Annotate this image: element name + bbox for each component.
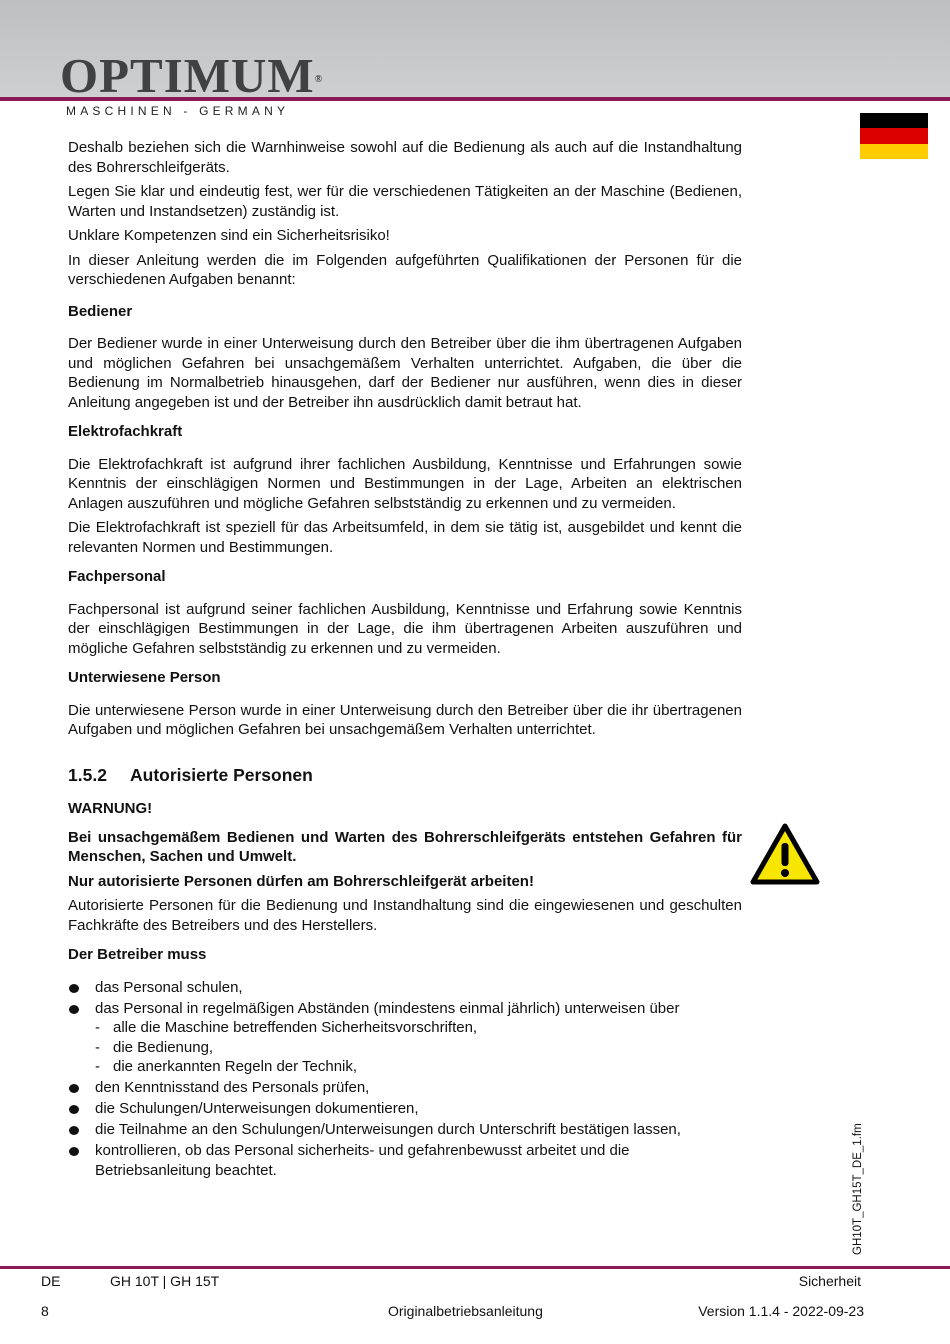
footer-chapter: Sicherheit <box>798 1273 861 1289</box>
footer-version: Version 1.1.4 - 2022-09-23 <box>698 1303 864 1319</box>
sub-list-item: - die anerkannten Regeln der Technik, <box>95 1057 742 1077</box>
list-item: die Schulungen/Unterweisungen dokumentieren, <box>68 1099 742 1119</box>
list-item: kontrollieren, ob das Personal sicherheits- und gefahrenbewusst arbeitet und die Betriebsanleitung beachtet. <box>68 1141 742 1180</box>
footer-page-number: 8 <box>41 1303 49 1319</box>
logo-subtitle: MASCHINEN - GERMANY <box>66 104 290 118</box>
warning-text: Bei unsachgemäßem Bedienen und Warten des Bohrerschleifgeräts entstehen Gefahren für Menschen, Sachen und Umwelt. <box>68 828 742 865</box>
heading-unterwiesene-person: Unterwiesene Person <box>68 669 221 686</box>
sub-list-item: - die Bedienung, <box>95 1038 742 1058</box>
sub-list <box>95 1018 742 1077</box>
list-item: den Kenntnisstand des Personals prüfen, <box>68 1078 742 1098</box>
side-file-code: GH10T_GH15T_DE_1.fm <box>852 1123 864 1255</box>
paragraph: Autorisierte Personen für die Bedienung und Instandhaltung sind die eingewiesenen und geschulten Fachkräfte des Betreibers und des Herstellers. <box>68 897 742 934</box>
warning-label: WARNUNG! <box>68 800 153 817</box>
heading-betreiber: Der Betreiber muss <box>68 946 207 963</box>
paragraph: Deshalb beziehen sich die Warnhinweise sowohl auf die Bedienung als auch auf die Instandhaltung des Bohrerschleifgeräts. <box>68 139 742 176</box>
footer-model: GH 10T | GH 15T <box>110 1273 220 1289</box>
sub-list-item: - alle die Maschine betreffenden Sicherheitsvorschriften, <box>95 1018 742 1038</box>
paragraph: Die Elektrofachkraft ist aufgrund ihrer fachlichen Ausbildung, Kenntnisse und Erfahrungen sowie Kenntnis der einschlägigen Normen und Bestimmungen in der Lage, Arbeiten an elektrischen Anlagen auszuführen und mögliche Gefahren selbstständig zu erkennen und zu vermeiden. <box>68 455 742 512</box>
list-item: das Personal in regelmäßigen Abständen (mindestens einmal jährlich) unterweisen über - alle die Maschine betreffenden Sicherheitsvorschriften, - die Bedienung, - die anerkannten Regeln der Technik, <box>68 999 742 1077</box>
optimum-logo: OPTIMUM® <box>60 48 324 103</box>
section-title-text: Autorisierte Personen <box>130 764 313 785</box>
paragraph: Unklare Kompetenzen sind ein Sicherheitsrisiko! <box>68 227 390 244</box>
heading-bediener: Bediener <box>68 302 133 320</box>
paragraph: Legen Sie klar und eindeutig fest, wer für die verschiedenen Tätigkeiten an der Maschine (Bedienen, Warten und Instandsetzen) zuständig ist. <box>68 183 742 220</box>
footer-rule <box>0 1266 950 1269</box>
section-number: 1.5.2 <box>68 764 107 785</box>
paragraph: Die Elektrofachkraft ist speziell für das Arbeitsumfeld, in dem sie tätig ist, ausgebildet und kennt die relevanten Normen und Bestimmungen. <box>68 519 742 556</box>
footer-doc-type: Originalbetriebsanleitung <box>388 1303 543 1319</box>
paragraph: Die unterwiesene Person wurde in einer Unterweisung durch den Betreiber über die ihr übertragenen Aufgaben und möglichen Gefahren bei unsachgemäßem Verhalten unterrichtet. <box>68 701 742 738</box>
list-item: die Teilnahme an den Schulungen/Unterweisungen durch Unterschrift bestätigen lassen, <box>68 1120 742 1140</box>
list-item: das Personal schulen, <box>68 978 742 998</box>
section-title <box>68 766 742 786</box>
heading-elektrofachkraft: Elektrofachkraft <box>68 423 183 440</box>
warning-text: Nur autorisierte Personen dürfen am Bohrerschleifgerät arbeiten! <box>68 872 534 890</box>
heading-fachpersonal: Fachpersonal <box>68 568 166 585</box>
footer-lang: DE <box>41 1273 61 1289</box>
german-flag-icon <box>860 113 928 159</box>
warning-triangle-icon <box>750 823 820 885</box>
betreiber-list <box>68 978 742 1181</box>
page-content <box>68 138 742 1182</box>
paragraph: In dieser Anleitung werden die im Folgenden aufgeführten Qualifikationen der Personen für die verschiedenen Aufgaben benannt: <box>68 251 742 288</box>
paragraph: Der Bediener wurde in einer Unterweisung durch den Betreiber über die ihm übertragenen Aufgaben und möglichen Gefahren bei unsachgemäßem Verhalten unterrichtet. Aufgaben, die über die Bedienung im Normalbetrieb hinausgehen, darf der Bediener nur ausführen, wenn dies in dieser Anleitung angegeben ist und der Betreiber ihn ausdrücklich damit betraut hat. <box>68 335 742 411</box>
paragraph: Fachpersonal ist aufgrund seiner fachlichen Ausbildung, Kenntnisse und Erfahrung sowie Kenntnis der einschlägigen Bestimmungen in der Lage, die ihm übertragenen Arbeiten auszuführen und mögliche Gefahren selbstständig zu erkennen und zu vermeiden. <box>68 600 742 657</box>
